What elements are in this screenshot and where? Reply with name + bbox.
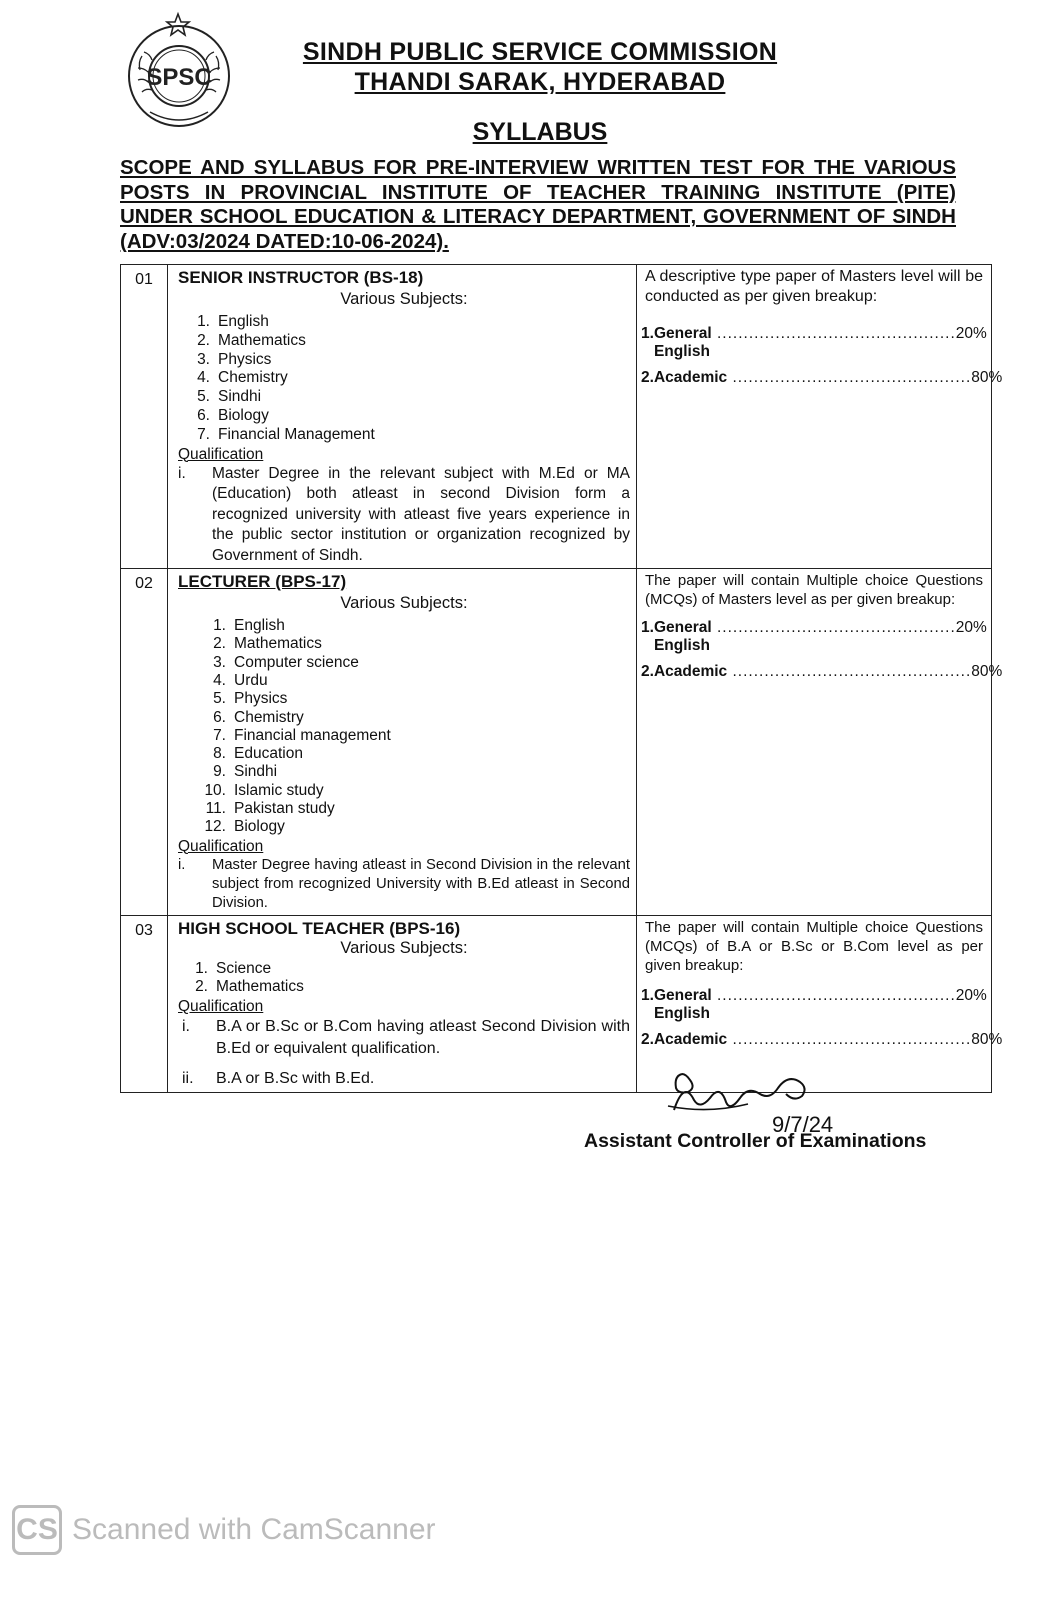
scope-line: UNDER SCHOOL EDUCATION & LITERACY DEPARTMENT, GOVERNMENT OF SINDH <box>120 205 956 228</box>
scope-line: SCOPE AND SYLLABUS FOR PRE-INTERVIEW WRITTEN TEST FOR THE VARIOUS <box>120 156 956 179</box>
exam-cell <box>637 915 1003 1093</box>
camscanner-watermark <box>12 1505 436 1555</box>
exam-description: The paper will contain Multiple choice Questions (MCQs) of B.A or B.Sc or B.Com level as per given breakup: <box>645 918 983 974</box>
qualification-label: Qualification <box>178 998 264 1016</box>
signer-title: Assistant Controller of Examinations <box>584 1130 927 1152</box>
row-number: 03 <box>121 915 168 1093</box>
qualification-item: i. Master Degree in the relevant subject with M.Ed or MA (Education) both atleast in second Division form a recognized university with atleast five years experience in the public sector institution or organization recognized by Government of Sindh. <box>178 464 630 564</box>
qualification-label: Qualification <box>178 837 264 855</box>
post-title: SENIOR INSTRUCTOR (BS-18) <box>178 268 424 287</box>
row-number: 02 <box>121 569 168 916</box>
post-title: LECTURER (BPS-17) <box>178 572 347 592</box>
breakup-item: 2. Academic ............................................. 80% <box>641 1030 1003 1048</box>
list-item: 3. Physics <box>197 350 272 368</box>
doc-title: SYLLABUS <box>472 118 608 146</box>
qualification-item: i. B.A or B.Sc or B.Com having atleast Second Division with B.Ed or equivalent qualification. <box>182 1018 630 1058</box>
post-cell <box>168 915 637 1093</box>
list-item: 7. Financial Management <box>197 425 375 443</box>
list-item: 11. Pakistan study <box>205 800 335 818</box>
list-item: 10. Islamic study <box>204 781 324 799</box>
syllabus-table <box>120 264 1003 1093</box>
list-item: 3. Computer science <box>213 653 359 671</box>
breakup-item: 1. General English ............................................. 20% <box>641 325 987 360</box>
exam-description: A descriptive type paper of Masters level will be conducted as per given breakup: <box>645 268 983 305</box>
list-item: 1. Science <box>195 959 272 977</box>
list-item: 2. Mathematics <box>197 331 306 349</box>
list-item: 4. Urdu <box>213 671 268 689</box>
list-item: 2. Mathematics <box>213 635 322 653</box>
camscanner-text: Scanned with CamScanner <box>72 1513 436 1546</box>
scope-line: POSTS IN PROVINCIAL INSTITUTE OF TEACHER TRAINING INSTITUTE (PITE) <box>120 180 956 204</box>
camscanner-icon: CS <box>12 1505 62 1555</box>
list-item: 1. English <box>213 617 285 635</box>
subject-list <box>196 617 630 837</box>
row-number: 01 <box>121 265 168 569</box>
scope-line: (ADV:03/2024 DATED:10-06-2024). <box>120 229 449 253</box>
svg-text:SPSC: SPSC <box>146 64 212 91</box>
list-item: 2. Mathematics <box>195 978 304 996</box>
subject-list <box>178 960 630 998</box>
org-name: SINDH PUBLIC SERVICE COMMISSION <box>302 38 778 66</box>
table-row <box>121 915 992 1093</box>
table-row <box>121 265 992 569</box>
list-item: 12. Biology <box>204 818 285 836</box>
exam-description: The paper will contain Multiple choice Questions (MCQs) of Masters level as per given breakup: <box>645 572 983 609</box>
exam-cell <box>637 569 1003 916</box>
breakup-item: 1. General English ............................................. 20% <box>641 986 987 1022</box>
various-subjects-label: Various Subjects: <box>340 594 468 613</box>
breakup-item: 1. General English ............................................. 20% <box>641 619 987 655</box>
various-subjects-label: Various Subjects: <box>340 938 468 957</box>
subject-list <box>180 313 630 445</box>
list-item: 4. Chemistry <box>197 369 288 387</box>
breakup-item: 2. Academic ............................................. 80% <box>641 369 1003 386</box>
list-item: 7. Financial management <box>213 726 391 744</box>
table-row <box>121 569 992 916</box>
list-item: 5. Physics <box>213 690 288 708</box>
list-item: 6. Biology <box>197 406 269 424</box>
list-item: 9. Sindhi <box>213 763 278 781</box>
org-address: THANDI SARAK, HYDERABAD <box>354 68 726 96</box>
breakup-item: 2. Academic ............................................. 80% <box>641 663 1003 681</box>
list-item: 6. Chemistry <box>213 708 304 726</box>
post-cell <box>168 569 637 916</box>
scope-heading <box>120 156 956 254</box>
qualification-item: ii. B.A or B.Sc with B.Ed. <box>182 1070 375 1088</box>
list-item: 8. Education <box>213 745 303 763</box>
post-title: HIGH SCHOOL TEACHER (BPS-16) <box>178 918 461 938</box>
list-item: 1. English <box>197 313 269 330</box>
exam-cell <box>637 265 1003 569</box>
svg-text:9/7/24: 9/7/24 <box>772 1112 834 1137</box>
qualification-item: i. Master Degree having atleast in Second Division in the relevant subject from recognized University with B.Ed atleast in Second Division. <box>178 856 630 911</box>
spsc-logo <box>120 12 238 130</box>
list-item: 5. Sindhi <box>197 388 262 406</box>
qualification-label: Qualification <box>178 445 264 463</box>
various-subjects-label: Various Subjects: <box>340 290 468 308</box>
post-cell <box>168 265 637 569</box>
